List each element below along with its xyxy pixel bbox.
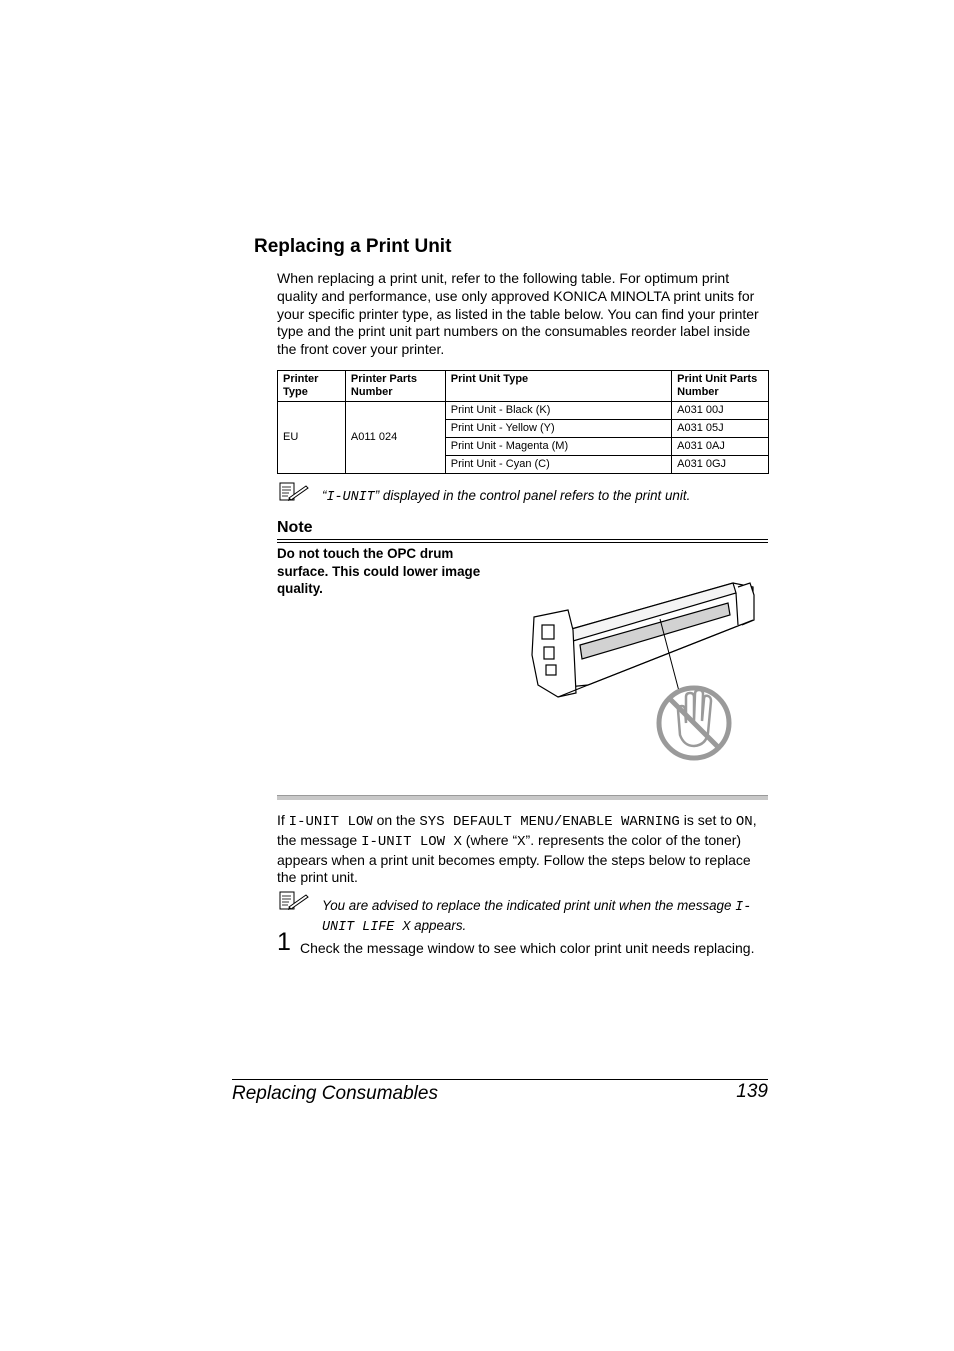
- table-header-row: [278, 371, 769, 402]
- footer-divider: [232, 1079, 768, 1080]
- para2-text: on the: [372, 812, 420, 828]
- code-i-unit-life-x: I-UNIT LIFE X: [322, 900, 752, 935]
- cell-unit-type: Print Unit - Yellow (Y): [445, 420, 671, 438]
- code-on: ON: [735, 814, 753, 830]
- header-print-unit-parts-number: Print Unit Parts Number: [672, 371, 769, 402]
- note1-text: ” displayed in the control panel refers to the print unit.: [374, 488, 691, 503]
- note1-quote: “: [322, 488, 327, 503]
- print-unit-illustration: [528, 575, 758, 765]
- note-warning-text: Do not touch the OPC drum surface. This could lower image quality.: [277, 546, 481, 596]
- cell-unit-type: Print Unit - Black (K): [445, 402, 671, 420]
- cell-printer-parts-number: A011 024: [345, 402, 445, 474]
- note2-text: appears.: [410, 918, 467, 933]
- note-pencil-icon: [279, 482, 309, 502]
- code-i-unit-low-x: I-UNIT LOW X: [361, 833, 462, 850]
- note-pencil-icon: [279, 891, 309, 911]
- intro-paragraph: When replacing a print unit, refer to the following table. For optimum print quality and performance, use only approved KONICA MINOLTA print units for your specific printer type, as listed in the table below. You can find your printer type and the print unit part numbers on the consumables reorder label inside the front cover your printer.: [277, 270, 759, 358]
- cell-unit-type: Print Unit - Magenta (M): [445, 438, 671, 456]
- cell-unit-type: Print Unit - Cyan (C): [445, 456, 671, 474]
- para2-text: ”. represents the color of the toner) appears when a print unit becomes empty. Follow the steps below to replace the print unit.: [277, 831, 751, 886]
- note1-code: I-UNIT: [326, 490, 375, 505]
- note-unit-display: [322, 488, 690, 505]
- para2-text: (where “: [461, 831, 518, 848]
- table-row: [278, 402, 769, 420]
- step-text: Check the message window to see which color print unit needs replacing.: [300, 940, 755, 956]
- code-menu-path: SYS DEFAULT MENU/ENABLE WARNING: [419, 814, 680, 830]
- cell-unit-part: A031 0AJ: [672, 438, 769, 456]
- para2-text: , the message: [277, 812, 757, 848]
- note-bottom-bar: [277, 795, 768, 800]
- code-i-unit-low: I-UNIT LOW: [288, 814, 373, 830]
- cell-printer-type: EU: [278, 402, 346, 474]
- header-printer-type: Printer Type: [278, 371, 346, 402]
- note-heading: Note: [277, 519, 313, 536]
- note2-text: You are advised to replace the indicated print unit when the message: [322, 898, 736, 913]
- cell-unit-part: A031 05J: [672, 420, 769, 438]
- section-title: Replacing a Print Unit: [254, 236, 452, 257]
- note-divider: [277, 539, 768, 540]
- header-print-unit-type: Print Unit Type: [445, 371, 671, 402]
- no-touch-hand-icon: [659, 688, 729, 758]
- note-divider: [277, 542, 768, 543]
- header-printer-parts-number: Printer Parts Number: [345, 371, 445, 402]
- warning-message-paragraph: [277, 812, 769, 887]
- cell-unit-part: A031 00J: [672, 402, 769, 420]
- para2-text: is set to: [679, 812, 736, 828]
- print-unit-table: [277, 370, 769, 474]
- footer-chapter-title: Replacing Consumables: [232, 1083, 438, 1104]
- code-x: X: [517, 833, 526, 850]
- page-number: 139: [736, 1081, 768, 1102]
- cell-unit-part: A031 0GJ: [672, 456, 769, 474]
- step-number: 1: [277, 928, 291, 956]
- note-replace-advice: [322, 897, 769, 937]
- para2-text: If: [277, 812, 289, 828]
